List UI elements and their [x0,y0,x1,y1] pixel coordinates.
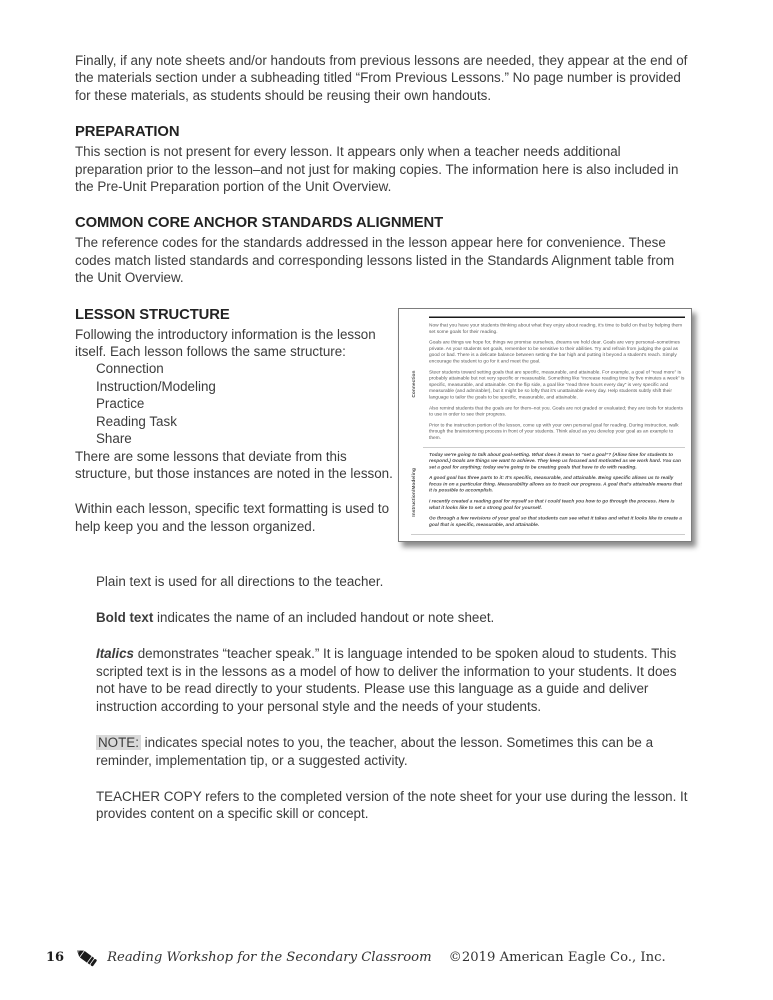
lesson-structure-heading: LESSON STRUCTURE [75,306,230,323]
lesson-page-preview-content [399,309,691,541]
italics-lead: Italics [96,646,134,662]
preview-paragraph: Also remind students that the goals are for them–not you. Goals are not graded or evaluated; they are tools for students to use in order to see their progress. [429,404,683,417]
list-item-practice: Practice [96,396,145,412]
formatting-intro: Within each lesson, specific text formatting is used to help keep you and the lesson organized. [75,501,390,534]
list-item-share: Share [96,431,132,447]
formatting-note-note [96,734,692,769]
formatting-note-italics [96,645,692,715]
preview-paragraph: Steer students toward setting goals that are specific, measurable, and attainable. For example, a goal of “read more” is probably attainable but not very specific or measurable. Something like “increase reading time by five minutes a week” is specific, measurable, and attainable. On the flip side, a goal like “read three hours every day” is very specific and measurable (and admirable!), but it might be so lofty that it's unattainable every day. Help students subtly shift their language to tailor the goals to be specific, measurable, and attainable. [429,368,685,400]
formatting-note-teacher-copy: TEACHER COPY refers to the completed version of the note sheet for your use during the lesson. It provides content on a specific skill or concept. [96,788,688,822]
bold-text-rest: indicates the name of an included handout or note sheet. [153,610,495,626]
lesson-structure-list [75,360,401,447]
preview-instruction-section [399,451,685,532]
preparation-heading: PREPARATION [75,124,180,141]
list-item-connection: Connection [96,361,164,377]
formatting-notes [96,573,692,823]
formatting-note-bold [96,609,692,626]
preview-paragraph: A good goal has three parts to it: It's specific, measurable, and attainable. Being specific allows us to really focus in on a particular thing. Measurability allows us to track our progress. A goal that's attainable means that it is possible to accomplish. [429,474,682,493]
preview-instruction-label-column [399,451,429,532]
preview-paragraph: Goals are things we hope for, things we promise ourselves, dreams we hold dear. Goals are very personal–sometimes private. As your students set goals, remember to be sensitive to their abilities. Try and refrain from judging the goal as good or bad. There is a delicate balance between setting the bar high and putting it beyond a student's reach. Simply encourage the student to go for it and meet the goal. [429,339,680,364]
book-title: Reading Workshop for the Secondary Classroom [107,949,432,965]
preview-paragraph: Prior to the instruction portion of the lesson, come up with your own personal goal for reading. During instruction, walk through the brainstorming process in front of your students. Think aloud as you develop your goal as an example to them. [429,422,679,441]
preview-connection-label: Connection [411,370,417,398]
pencil-icon [75,947,99,967]
copyright-text: ©2019 American Eagle Co., Inc. [448,949,666,965]
lesson-structure-section [75,306,692,548]
list-item-instruction-modeling: Instruction/Modeling [96,378,216,394]
page-footer [46,947,666,967]
note-lead: NOTE: [98,735,139,751]
preview-instruction-label: Instruction/Modeling [411,467,417,517]
preview-paragraph: Now that you have your students thinking about what they enjoy about reading, it's time to build on that by helping them set some goals for their reading. [429,322,683,334]
preview-bottom-rule [411,534,685,535]
italics-rest: demonstrates “teacher speak.” It is language intended to be spoken aloud to students. This scripted text is in the lessons as a model of how to deliver the information to your students. It does not have to be read directly to your students. Please use this language as a guide and deliver instruction according to your personal style and the needs of your students. [96,646,677,714]
lesson-page-preview-image [398,308,692,542]
preview-connection-label-column [399,322,429,445]
preview-paragraph: I recently created a reading goal for myself so that I could teach you how to go through the process. Here is what it looks like to set a strong goal for yourself. [429,498,675,510]
preview-connection-paragraphs [429,322,685,445]
preview-top-rule [429,316,685,318]
preview-instruction-paragraphs [429,451,685,532]
list-item-reading-task: Reading Task [96,413,177,429]
note-rest: indicates special notes to you, the teacher, about the lesson. Sometimes this can be a reminder, implementation tip, or a suggested activity. [96,735,654,768]
preparation-body: This section is not present for every lesson. It appears only when a teacher needs additional preparation prior to the lesson–and not just for making copies. The information here is also included in the Pre-Unit Preparation portion of the Unit Overview. [75,144,679,195]
bold-text-lead: Bold text [96,610,154,626]
preview-paragraph: Go through a few revisions of your goal so that students can see what it takes and what it looks like to create a goal that is specific, measurable, and attainable. [429,515,682,528]
page-content [75,52,692,842]
lesson-structure-outro: There are some lessons that deviate from this structure, but those instances are noted in the lesson. [75,448,393,481]
intro-paragraph: Finally, if any note sheets and/or handouts from previous lessons are needed, they appear at the end of the materials section under a subheading titled “From Previous Lessons.” No page number is provided for these materials, as students should be reusing their own handouts. [75,53,688,103]
common-core-body: The reference codes for the standards addressed in the lesson appear here for convenience. These codes match listed standards and corresponding lessons listed in the Standards Alignment table from the Unit Overview. [75,235,675,286]
page-number: 16 [46,949,65,965]
formatting-note-plain: Plain text is used for all directions to the teacher. [96,573,384,589]
common-core-heading: COMMON CORE ANCHOR STANDARDS ALIGNMENT [75,215,444,232]
preview-paragraph: Today we're going to talk about goal-setting. What does it mean to “set a goal”? (Allow time for students to respond.) Goals are things we want to achieve. They keep us focused and motivated as we work hard. You can set a goal for anything; today we're going to be creating goals that have to do with reading. [429,451,681,470]
lesson-structure-left-column [75,306,401,535]
lesson-structure-intro: Following the introductory information is the lesson itself. Each lesson follows the same structure: [75,326,376,360]
preview-connection-section [399,322,685,445]
preview-section-divider [423,447,685,448]
